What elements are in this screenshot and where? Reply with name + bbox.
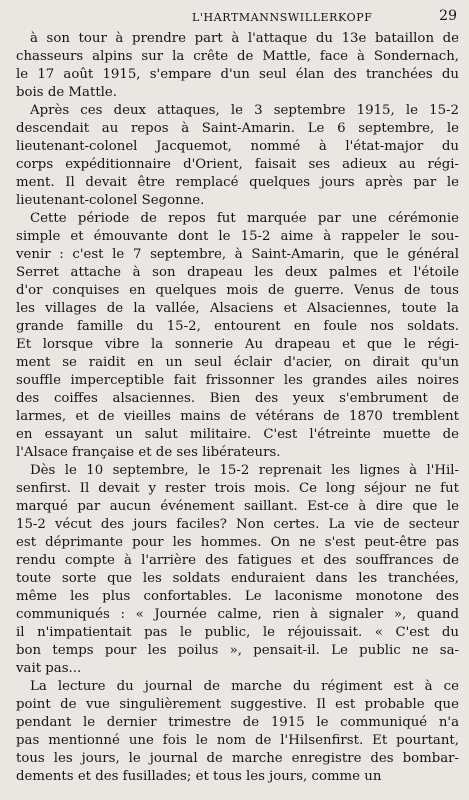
paragraph (16, 678, 459, 786)
text-line: toute sorte que les soldats enduraient dans les tranchées, (16, 571, 459, 586)
text-line: il n'impatientait pas le public, le réjouissait. « C'est du (16, 625, 459, 640)
text-line: ment se raidit en un seul éclair d'acier, on dirait qu'un (16, 355, 459, 370)
text-line: Cette période de repos fut marquée par une cérémonie (30, 211, 459, 226)
text-line: à son tour à prendre part à l'attaque du 13e bataillon de (30, 31, 459, 46)
text-line: souffle imperceptible fait frissonner les grandes ailes noires (16, 373, 459, 388)
text-line: rendu compte à l'arrière des fatigues et des souffrances de (16, 553, 459, 568)
text-line: Serret attache à son drapeau les deux palmes et l'étoile (16, 265, 459, 280)
text-line: pas mentionné une fois le nom de l'Hilsenfirst. Et pourtant, (16, 733, 459, 748)
text-line: chasseurs alpins sur la crête de Mattle, face à Sondernach, (16, 49, 459, 64)
text-line: Dès le 10 septembre, le 15-2 reprenait les lignes à l'Hil- (30, 463, 459, 478)
text-line: les villages de la vallée, Alsaciens et Alsaciennes, toute la (16, 301, 459, 316)
text-line: lieutenant-colonel Segonne. (16, 193, 205, 208)
text-line: en essayant un salut militaire. C'est l'étreinte muette de (16, 427, 459, 442)
text-line: pendant le dernier trimestre de 1915 le communiqué n'a (16, 715, 459, 730)
text-line: senfirst. Il devait y rester trois mois. Ce long séjour ne fut (16, 481, 459, 496)
page-body (16, 30, 459, 786)
page-number: 29 (439, 8, 457, 24)
text-line: ment. Il devait être remplacé quelques jours après par le (16, 175, 459, 190)
text-line: corps expéditionnaire d'Orient, faisait ses adieux au régi- (16, 157, 459, 172)
text-line: d'or conquises en quelques mois de guerre. Venus de tous (16, 283, 459, 298)
text-line: La lecture du journal de marche du régiment est à ce (30, 679, 459, 694)
text-line: descendait au repos à Saint-Amarin. Le 6 septembre, le (16, 121, 459, 136)
text-line: venir : c'est le 7 septembre, à Saint-Amarin, que le général (16, 247, 459, 262)
text-line: dements et des fusillades; et tous les jours, comme un (16, 769, 382, 784)
text-line: vait pas... (16, 661, 82, 676)
text-line: grande famille du 15-2, entourent en foule nos soldats. (16, 319, 459, 334)
text-line: lieutenant-colonel Jacquemot, nommé à l'état-major du (16, 139, 459, 154)
running-title: L'HARTMANNSWILLERKOPF (192, 11, 373, 24)
text-line: communiqués : « Journée calme, rien à signaler », quand (16, 607, 459, 622)
paragraph (16, 210, 459, 462)
text-line: simple et émouvante dont le 15-2 aime à rappeler le sou- (16, 229, 459, 244)
page-header (16, 0, 459, 30)
text-line: point de vue singulièrement suggestive. Il est probable que (16, 697, 459, 712)
text-line: larmes, et de vieilles mains de vétérans de 1870 tremblent (16, 409, 459, 424)
text-line: est déprimante pour les hommes. On ne s'est peut-être pas (16, 535, 459, 550)
paragraph (16, 462, 459, 678)
text-line: le 17 août 1915, s'empare d'un seul élan des tranchées du (16, 67, 459, 82)
text-line: tous les jours, le journal de marche enregistre des bombar- (16, 751, 459, 766)
text-line: l'Alsace française et de ses libérateurs. (16, 445, 281, 460)
paragraph (16, 102, 459, 210)
text-line: bon temps pour les poilus », pensait-il. Le public ne sa- (16, 643, 459, 658)
text-line: Après ces deux attaques, le 3 septembre 1915, le 15-2 (30, 103, 459, 118)
text-line: 15-2 vécut des jours faciles? Non certes. La vie de secteur (16, 517, 459, 532)
text-line: Et lorsque vibre la sonnerie Au drapeau et que le régi- (16, 337, 459, 352)
paragraph (16, 30, 459, 102)
text-line: des coiffes alsaciennes. Bien des yeux s'embrument de (16, 391, 459, 406)
text-line: marqué par aucun événement saillant. Est-ce à dire que le (16, 499, 459, 514)
text-line: même les plus confortables. Le laconisme monotone des (16, 589, 459, 604)
text-line: bois de Mattle. (16, 85, 118, 100)
